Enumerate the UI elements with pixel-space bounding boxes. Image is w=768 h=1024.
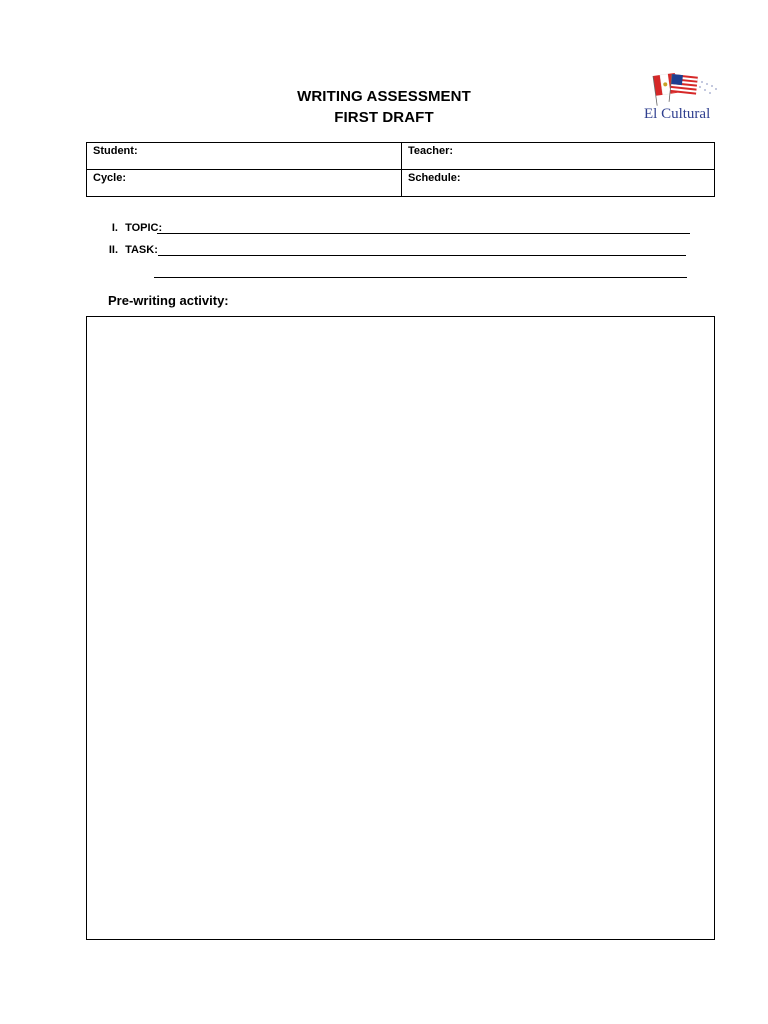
table-row: [87, 143, 715, 170]
schedule-label: Schedule:: [408, 172, 461, 184]
teacher-field[interactable]: [402, 143, 715, 170]
topic-label: TOPIC:: [125, 222, 163, 234]
schedule-field[interactable]: [402, 170, 715, 197]
topic-answer-line[interactable]: [157, 221, 690, 234]
task-answer-line-1[interactable]: [158, 243, 686, 256]
student-label: Student:: [93, 145, 138, 157]
prewriting-box[interactable]: [86, 316, 715, 940]
title-line-2: FIRST DRAFT: [334, 109, 434, 126]
cycle-label: Cycle:: [93, 172, 127, 184]
topic-row: [102, 221, 162, 235]
title-line-1: WRITING ASSESSMENT: [297, 88, 471, 105]
student-field[interactable]: [87, 143, 402, 170]
flags-icon: [640, 70, 726, 110]
cycle-field[interactable]: [87, 170, 402, 197]
el-cultural-logo: [640, 70, 726, 128]
task-numeral: II.: [108, 244, 118, 256]
prewriting-heading: Pre-writing activity:: [108, 293, 229, 308]
table-row: [87, 170, 715, 197]
task-label: TASK:: [125, 244, 158, 256]
task-answer-line-2[interactable]: [154, 265, 687, 278]
teacher-label: Teacher:: [408, 145, 454, 157]
student-info-table: [86, 142, 715, 197]
logo-text: El Cultural: [644, 106, 711, 122]
task-row: [102, 243, 158, 257]
topic-numeral: I.: [111, 222, 118, 234]
